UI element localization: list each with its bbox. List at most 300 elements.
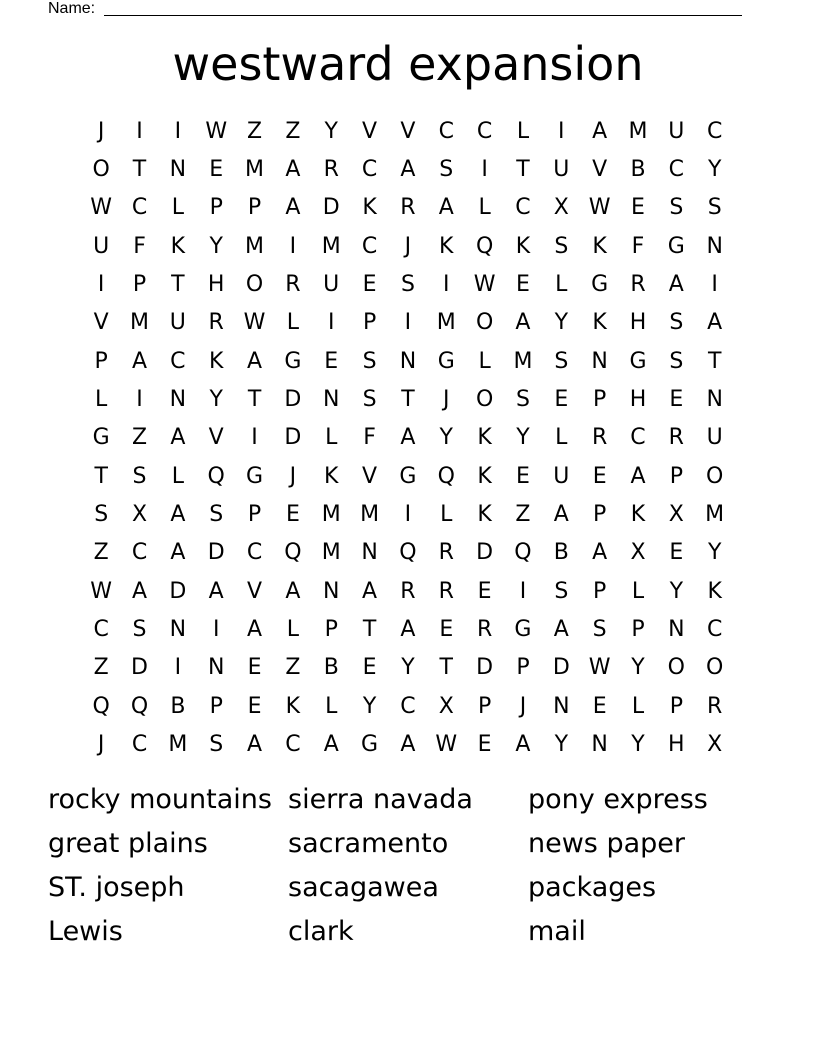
grid-letter: Y	[631, 655, 645, 681]
grid-letter: C	[93, 617, 109, 643]
grid-letter: G	[629, 348, 647, 374]
grid-letter: J	[97, 118, 105, 144]
grid-letter: D	[322, 195, 340, 221]
grid-letter: W	[243, 310, 266, 336]
grid-letter: A	[170, 540, 186, 566]
grid-letter: M	[436, 310, 456, 336]
grid-letter: L	[478, 348, 491, 374]
grid-letter: D	[476, 655, 494, 681]
grid-letter: Y	[362, 693, 377, 719]
grid-letter: Y	[516, 425, 530, 451]
grid-letter: A	[553, 502, 569, 528]
grid-letter: E	[477, 578, 492, 604]
grid-letter: U	[323, 272, 340, 298]
grid-letter: X	[707, 732, 723, 758]
grid-letter: V	[247, 578, 263, 604]
word-bank-item: pony express	[528, 784, 708, 815]
grid-letter: T	[707, 348, 722, 374]
grid-letter: Y	[439, 425, 453, 451]
grid-letter: G	[591, 272, 609, 298]
grid-letter: L	[555, 272, 568, 298]
grid-letter: C	[706, 617, 723, 643]
grid-letter: N	[169, 387, 187, 413]
grid-letter: C	[630, 425, 646, 451]
grid-letter: C	[246, 540, 263, 566]
grid-letter: N	[323, 387, 340, 413]
grid-letter: I	[327, 310, 335, 336]
grid-letter: L	[95, 387, 108, 413]
grid-letter: Q	[207, 463, 225, 489]
grid-letter: C	[361, 157, 378, 183]
grid-letter: M	[245, 233, 265, 259]
grid-letter: U	[668, 118, 685, 144]
grid-letter: M	[705, 502, 725, 528]
grid-letter: O	[706, 463, 724, 489]
letter-grid	[82, 112, 734, 764]
grid-letter: M	[168, 732, 188, 758]
grid-letter: N	[706, 387, 723, 413]
grid-letter: S	[209, 502, 224, 528]
grid-letter: D	[284, 387, 302, 413]
grid-letter: T	[132, 157, 147, 183]
grid-letter: Y	[401, 655, 415, 681]
grid-letter: I	[136, 118, 143, 144]
grid-letter: K	[477, 502, 492, 528]
grid-letter: I	[251, 425, 258, 451]
name-underline	[104, 15, 742, 16]
word-bank-item: ST. joseph	[48, 872, 185, 903]
name-label: Name:	[48, 0, 96, 17]
grid-letter: A	[362, 578, 378, 604]
grid-letter: A	[438, 195, 454, 221]
grid-letter: L	[171, 463, 184, 489]
grid-letter: S	[94, 502, 109, 528]
grid-letter: M	[360, 502, 380, 528]
grid-letter: G	[399, 463, 417, 489]
word-bank-item: sacramento	[288, 828, 449, 859]
grid-letter: E	[247, 655, 262, 681]
grid-letter: G	[92, 425, 110, 451]
name-field	[48, 0, 742, 18]
grid-letter: I	[136, 387, 143, 413]
word-bank-item: news paper	[528, 828, 685, 859]
grid-letter: Z	[131, 425, 148, 451]
grid-letter: P	[669, 463, 683, 489]
grid-letter: K	[592, 310, 607, 336]
grid-letter: C	[170, 348, 186, 374]
grid-letter: A	[400, 157, 416, 183]
word-bank-item: mail	[528, 916, 586, 947]
grid-letter: T	[401, 387, 415, 413]
grid-letter: D	[284, 425, 302, 451]
grid-letter: P	[669, 693, 683, 719]
grid-letter: S	[707, 195, 722, 221]
grid-letter: Y	[554, 310, 569, 336]
grid-letter: V	[400, 118, 416, 144]
grid-letter: Q	[399, 540, 417, 566]
grid-letter: Z	[285, 118, 301, 144]
grid-letter: A	[131, 348, 148, 374]
grid-letter: S	[400, 272, 415, 298]
grid-letter: A	[707, 310, 723, 336]
grid-letter: Z	[515, 502, 531, 528]
grid-letter: E	[516, 463, 530, 489]
grid-letter: E	[592, 693, 607, 719]
grid-letter: K	[630, 502, 646, 528]
grid-letter: K	[170, 233, 186, 259]
grid-letter: A	[630, 463, 646, 489]
grid-letter: S	[669, 348, 684, 374]
grid-letter: J	[519, 693, 527, 719]
grid-letter: C	[361, 233, 378, 259]
grid-letter: E	[285, 502, 300, 528]
grid-letter: E	[516, 272, 530, 298]
grid-letter: N	[399, 348, 417, 374]
grid-letter: A	[247, 348, 263, 374]
grid-letter: O	[667, 655, 685, 681]
grid-letter: C	[515, 195, 531, 221]
grid-letter: D	[476, 540, 494, 566]
grid-letter: L	[516, 118, 530, 144]
grid-letter: K	[285, 693, 301, 719]
word-bank-item: rocky mountains	[48, 784, 272, 815]
grid-letter: T	[94, 463, 108, 489]
grid-letter: X	[131, 502, 148, 528]
grid-letter: W	[588, 195, 611, 221]
grid-letter: R	[323, 157, 339, 183]
grid-letter: O	[245, 272, 264, 298]
grid-letter: Y	[554, 732, 569, 758]
grid-letter: Q	[475, 233, 494, 259]
grid-letter: O	[706, 655, 724, 681]
grid-letter: D	[207, 540, 225, 566]
grid-letter: A	[170, 502, 186, 528]
grid-letter: E	[592, 463, 607, 489]
grid-letter: M	[321, 540, 341, 566]
grid-letter: I	[97, 272, 105, 298]
grid-letter: A	[592, 118, 608, 144]
grid-letter: E	[362, 272, 377, 298]
grid-letter: U	[553, 157, 570, 183]
grid-letter: I	[404, 310, 412, 336]
grid-letter: G	[437, 348, 455, 374]
grid-letter: I	[404, 502, 412, 528]
grid-letter: E	[324, 348, 339, 374]
grid-letter: G	[246, 463, 264, 489]
grid-letter: T	[247, 387, 262, 413]
grid-letter: L	[631, 693, 645, 719]
grid-letter: R	[668, 425, 684, 451]
grid-letter: W	[90, 578, 113, 604]
grid-letter: O	[475, 387, 494, 413]
word-bank	[48, 778, 768, 954]
grid-letter: L	[631, 578, 645, 604]
grid-letter: Y	[707, 157, 722, 183]
grid-letter: A	[515, 310, 531, 336]
grid-letter: P	[132, 272, 147, 298]
grid-letter: Q	[437, 463, 455, 489]
grid-letter: C	[131, 732, 148, 758]
grid-letter: Z	[285, 655, 301, 681]
grid-letter: N	[361, 540, 378, 566]
grid-letter: F	[363, 425, 376, 451]
grid-letter: C	[400, 693, 416, 719]
grid-letter: G	[514, 617, 532, 643]
grid-letter: T	[516, 157, 530, 183]
grid-letter: O	[92, 157, 110, 183]
grid-letter: R	[208, 310, 224, 336]
grid-letter: P	[593, 387, 607, 413]
grid-letter: B	[170, 693, 186, 719]
grid-letter: E	[439, 617, 454, 643]
grid-letter: I	[519, 578, 527, 604]
grid-letter: S	[554, 578, 569, 604]
grid-letter: T	[439, 655, 453, 681]
grid-letter: Y	[631, 732, 645, 758]
grid-letter: P	[94, 348, 108, 374]
grid-letter: N	[591, 348, 608, 374]
grid-letter: A	[247, 617, 263, 643]
grid-letter: M	[628, 118, 648, 144]
grid-letter: O	[475, 310, 494, 336]
grid-letter: P	[247, 502, 262, 528]
grid-letter: X	[438, 693, 454, 719]
grid-letter: E	[247, 693, 262, 719]
grid-letter: N	[553, 693, 570, 719]
grid-letter: X	[630, 540, 646, 566]
grid-letter: C	[438, 118, 454, 144]
grid-letter: Y	[324, 118, 338, 144]
grid-letter: R	[400, 578, 416, 604]
grid-letter: P	[593, 502, 607, 528]
grid-letter: P	[209, 195, 223, 221]
grid-letter: M	[321, 502, 341, 528]
grid-letter: G	[284, 348, 302, 374]
grid-letter: Y	[707, 540, 722, 566]
grid-letter: W	[588, 655, 611, 681]
grid-letter: L	[478, 195, 491, 221]
grid-letter: C	[285, 732, 301, 758]
grid-letter: A	[285, 157, 301, 183]
grid-letter: I	[558, 118, 565, 144]
grid-letter: K	[477, 425, 492, 451]
word-bank-item: Lewis	[48, 916, 123, 947]
grid-letter: J	[97, 732, 105, 758]
grid-letter: S	[362, 348, 377, 374]
grid-letter: T	[171, 272, 185, 298]
grid-letter: K	[515, 233, 531, 259]
grid-letter: U	[706, 425, 723, 451]
grid-letter: E	[477, 732, 492, 758]
grid-letter: A	[285, 578, 301, 604]
grid-letter: C	[476, 118, 493, 144]
grid-letter: K	[592, 233, 607, 259]
grid-letter: L	[286, 617, 300, 643]
grid-letter: U	[169, 310, 186, 336]
grid-letter: G	[361, 732, 379, 758]
grid-letter: M	[130, 310, 149, 336]
grid-letter: W	[90, 195, 113, 221]
grid-letter: A	[170, 425, 186, 451]
grid-letter: Y	[209, 233, 223, 259]
grid-letter: R	[630, 272, 646, 298]
grid-letter: K	[362, 195, 377, 221]
grid-letter: S	[515, 387, 530, 413]
grid-letter: Y	[209, 387, 223, 413]
grid-letter: A	[400, 425, 416, 451]
grid-letter: S	[592, 617, 607, 643]
grid-letter: B	[630, 157, 646, 183]
grid-letter: S	[554, 348, 569, 374]
grid-letter: I	[443, 272, 450, 298]
grid-letter: A	[208, 578, 224, 604]
grid-letter: P	[362, 310, 377, 336]
grid-letter: Q	[130, 693, 149, 719]
grid-letter: R	[707, 693, 723, 719]
grid-letter: L	[555, 425, 568, 451]
grid-letter: L	[440, 502, 453, 528]
grid-letter: I	[174, 118, 182, 144]
grid-letter: E	[669, 540, 684, 566]
grid-letter: W	[435, 732, 458, 758]
grid-letter: U	[93, 233, 110, 259]
grid-letter: V	[362, 118, 378, 144]
grid-letter: W	[205, 118, 228, 144]
word-bank-item: packages	[528, 872, 657, 903]
grid-letter: A	[285, 195, 301, 221]
grid-letter: E	[209, 157, 224, 183]
grid-letter: M	[321, 233, 341, 259]
grid-letter: K	[439, 233, 454, 259]
grid-letter: P	[631, 617, 645, 643]
grid-letter: A	[131, 578, 148, 604]
grid-letter: S	[669, 195, 684, 221]
grid-letter: I	[212, 617, 220, 643]
grid-letter: A	[323, 732, 339, 758]
grid-letter: A	[592, 540, 608, 566]
grid-letter: L	[171, 195, 184, 221]
grid-letter: P	[324, 617, 338, 643]
grid-letter: D	[552, 655, 570, 681]
grid-letter: N	[169, 617, 187, 643]
grid-letter: D	[169, 578, 187, 604]
grid-letter: V	[208, 425, 224, 451]
grid-letter: L	[325, 425, 338, 451]
grid-letter: N	[668, 617, 685, 643]
word-bank-item: clark	[288, 916, 354, 947]
grid-letter: M	[245, 157, 265, 183]
grid-letter: W	[473, 272, 496, 298]
grid-letter: H	[207, 272, 225, 298]
grid-letter: S	[669, 310, 684, 336]
grid-letter: J	[289, 463, 297, 489]
grid-letter: C	[131, 195, 148, 221]
grid-letter: K	[707, 578, 722, 604]
grid-letter: L	[325, 693, 338, 719]
grid-letter: I	[174, 655, 182, 681]
grid-letter: R	[438, 578, 454, 604]
grid-letter: A	[400, 732, 416, 758]
grid-letter: K	[324, 463, 339, 489]
grid-letter: K	[477, 463, 492, 489]
grid-letter: R	[438, 540, 454, 566]
grid-letter: N	[207, 655, 225, 681]
grid-letter: H	[629, 310, 647, 336]
grid-letter: Q	[92, 693, 110, 719]
grid-letter: Z	[93, 655, 109, 681]
grid-letter: S	[132, 617, 147, 643]
grid-letter: P	[593, 578, 607, 604]
grid-letter: G	[667, 233, 685, 259]
grid-letter: E	[554, 387, 569, 413]
grid-letter: I	[289, 233, 297, 259]
grid-letter: R	[400, 195, 416, 221]
grid-letter: P	[247, 195, 262, 221]
grid-letter: Q	[284, 540, 302, 566]
grid-letter: N	[169, 157, 187, 183]
grid-letter: T	[362, 617, 377, 643]
grid-letter: P	[477, 693, 492, 719]
grid-letter: Y	[669, 578, 684, 604]
grid-letter: P	[209, 693, 223, 719]
grid-letter: V	[592, 157, 608, 183]
grid-letter: N	[591, 732, 608, 758]
grid-letter: U	[553, 463, 570, 489]
grid-letter: L	[286, 310, 300, 336]
grid-letter: R	[591, 425, 608, 451]
grid-letter: A	[400, 617, 416, 643]
grid-letter: S	[132, 463, 147, 489]
grid-letter: N	[323, 578, 340, 604]
grid-letter: C	[131, 540, 148, 566]
grid-letter: J	[443, 387, 450, 413]
grid-letter: I	[481, 157, 488, 183]
grid-letter: B	[323, 655, 339, 681]
grid-letter: E	[362, 655, 377, 681]
grid-letter: Z	[93, 540, 109, 566]
grid-letter: K	[208, 348, 224, 374]
grid-letter: D	[131, 655, 148, 681]
grid-letter: S	[554, 233, 569, 259]
grid-letter: E	[631, 195, 645, 221]
grid-letter: R	[285, 272, 301, 298]
grid-letter: N	[706, 233, 723, 259]
word-bank-item: sacagawea	[288, 872, 439, 903]
word-bank-item: sierra navada	[288, 784, 473, 815]
grid-letter: P	[516, 655, 530, 681]
grid-letter: V	[93, 310, 109, 336]
grid-letter: B	[553, 540, 569, 566]
grid-letter: I	[711, 272, 718, 298]
grid-letter: A	[553, 617, 569, 643]
page-title: westward expansion	[172, 37, 644, 91]
grid-letter: A	[247, 732, 263, 758]
grid-letter: S	[209, 732, 224, 758]
word-bank-item: great plains	[48, 828, 208, 859]
grid-letter: H	[668, 732, 685, 758]
grid-letter: S	[362, 387, 377, 413]
grid-letter: A	[668, 272, 684, 298]
grid-letter: Q	[514, 540, 532, 566]
grid-letter: F	[631, 233, 645, 259]
grid-letter: C	[668, 157, 685, 183]
grid-letter: R	[476, 617, 493, 643]
grid-letter: H	[629, 387, 647, 413]
grid-letter: F	[133, 233, 146, 259]
grid-letter: X	[553, 195, 569, 221]
grid-letter: A	[515, 732, 531, 758]
grid-letter: M	[513, 348, 533, 374]
